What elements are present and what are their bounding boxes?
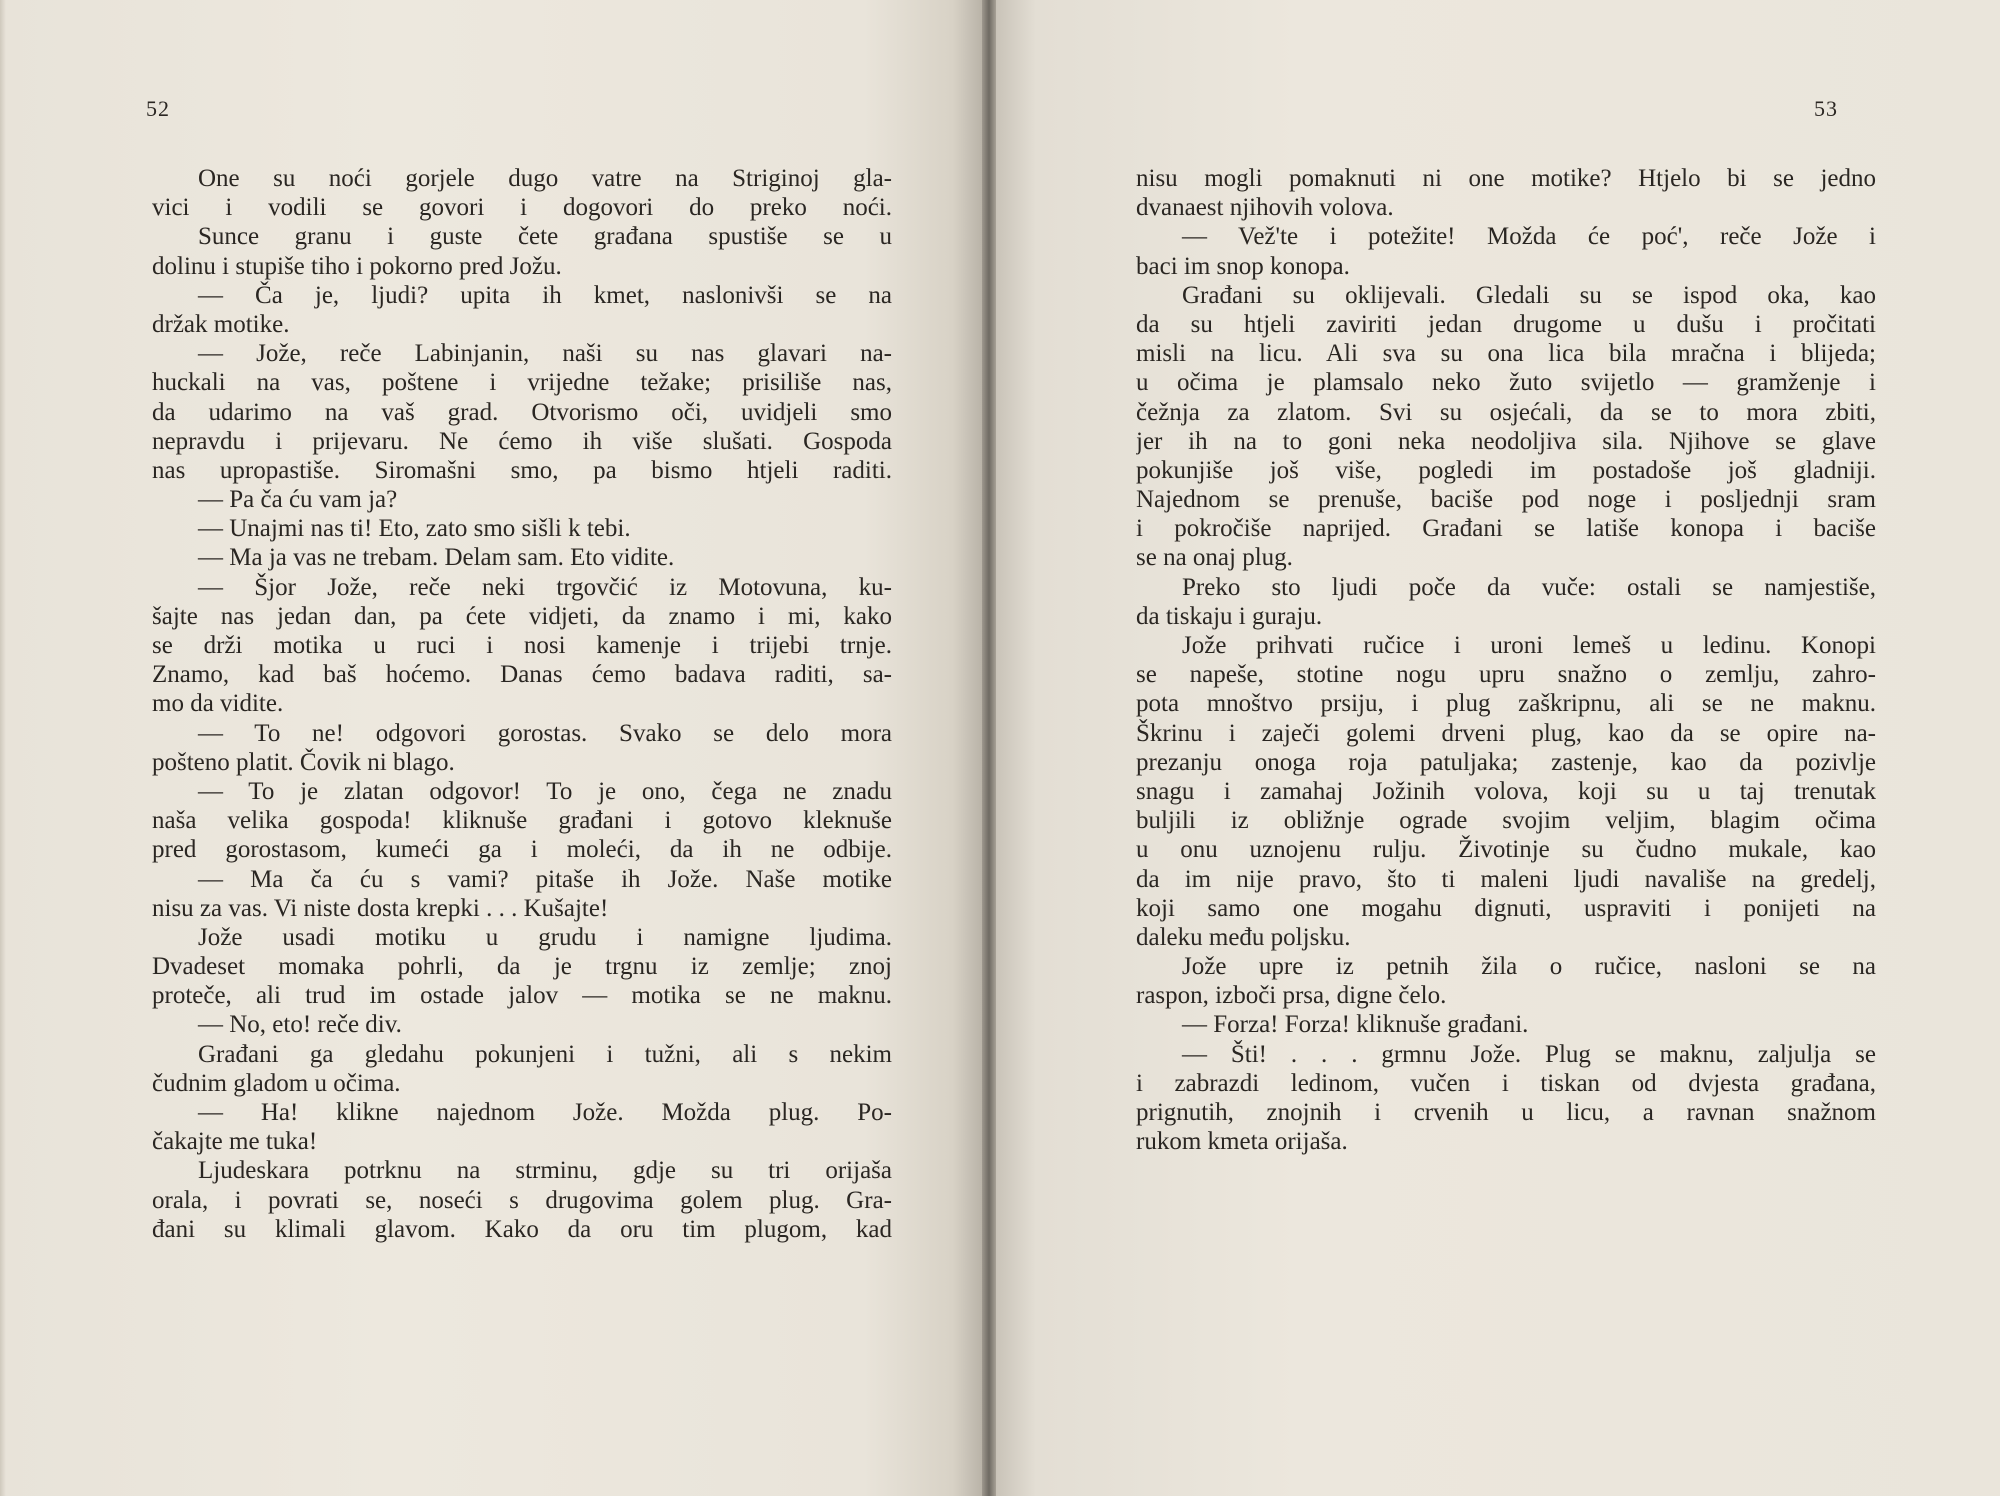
text-line: — Unajmi nas ti! Eto, zato smo sišli k tebi. xyxy=(198,515,631,543)
text-line: — To ne! odgovori gorostas. Svako se delo mora xyxy=(198,719,892,747)
text-line: da im nije pravo, što ti maleni ljudi navališe na gredelj, xyxy=(1136,865,1876,893)
text-line: Građani su oklijevali. Gledali su se ispod oka, kao xyxy=(1182,281,1876,309)
right-page-text xyxy=(1136,164,1876,1156)
text-line: — Šti! . . . grmnu Jože. Plug se maknu, zaljulja se xyxy=(1182,1040,1876,1068)
text-line: buljili iz obližnje ograde svojim veljim, blagim očima xyxy=(1136,807,1876,835)
left-page-text xyxy=(152,164,892,1244)
text-line: Znamo, kad baš hoćemo. Danas ćemo badava raditi, sa- xyxy=(152,661,892,689)
left-page xyxy=(0,0,982,1496)
text-line: Sunce granu i guste čete građana spustiše se u xyxy=(198,223,892,251)
text-line: mo da vidite. xyxy=(152,690,284,718)
text-line: proteče, ali trud im ostade jalov — motika se ne maknu. xyxy=(152,982,892,1010)
text-line: pred gorostasom, kumeći ga i moleći, da ih ne odbije. xyxy=(152,836,892,864)
text-line: nisu za vas. Vi niste dosta krepki . . . Kušajte! xyxy=(152,894,609,922)
text-line: nepravdu i prijevaru. Ne ćemo ih više slušati. Gospoda xyxy=(152,427,892,455)
text-line: — Ma ja vas ne trebam. Delam sam. Eto vidite. xyxy=(198,544,675,572)
text-line: One su noći gorjele dugo vatre na Striginoj gla- xyxy=(198,165,892,192)
text-line: Najednom se prenuše, baciše pod noge i posljednji sram xyxy=(1136,486,1876,514)
text-line: Ljudeskara potrknu na strminu, gdje su tri orijaša xyxy=(198,1157,892,1185)
text-line: baci im snop konopa. xyxy=(1136,252,1350,280)
text-line: Preko sto ljudi poče da vuče: ostali se namjestiše, xyxy=(1182,573,1876,601)
text-line: huckali na vas, poštene i vrijedne težake; prisiliše nas, xyxy=(152,369,892,397)
text-line: da su htjeli zaviriti jedan drugome u dušu i pročitati xyxy=(1136,310,1876,338)
text-line: — No, eto! reče div. xyxy=(198,1011,402,1039)
text-line: daleku među poljsku. xyxy=(1136,923,1351,951)
text-line: dvanaest njihovih volova. xyxy=(1136,194,1394,222)
text-line: da udarimo na vaš grad. Otvorismo oči, uvidjeli smo xyxy=(152,398,892,426)
text-line: držak motike. xyxy=(152,310,290,338)
text-line: — Ma ča ću s vami? pitaše ih Jože. Naše motike xyxy=(198,865,892,893)
text-line: da tiskaju i guraju. xyxy=(1136,602,1323,630)
text-line: Dvadeset momaka pohrli, da je trgnu iz zemlje; znoj xyxy=(152,953,892,981)
text-line: Građani ga gledahu pokunjeni i tužni, ali s nekim xyxy=(198,1040,892,1068)
text-line: se na onaj plug. xyxy=(1136,544,1293,572)
text-line: čakajte me tuka! xyxy=(152,1128,318,1156)
text-line: — Šjor Jože, reče neki trgovčić iz Motovuna, ku- xyxy=(198,573,892,601)
text-line: Škrinu i zaječi golemi drveni plug, kao da se opire na- xyxy=(1136,719,1876,747)
text-line: čežnja za zlatom. Svi su osjećali, da se to mora zbiti, xyxy=(1136,398,1876,426)
text-line: nisu mogli pomaknuti ni one motike? Htjelo bi se jedno xyxy=(1136,165,1876,192)
text-line: u očima je plamsalo neko žuto svijetlo — gramženje i xyxy=(1136,369,1876,397)
text-line: — Ča je, ljudi? upita ih kmet, naslonivši se na xyxy=(198,281,892,309)
text-line: snagu i zamahaj Jožinih volova, koji su u taj trenutak xyxy=(1136,777,1876,805)
text-line: koji samo one mogahu dignuti, uspraviti i ponijeti na xyxy=(1136,894,1876,922)
text-line: i pokročiše naprijed. Građani se latiše konopa i baciše xyxy=(1136,515,1876,543)
text-line: orala, i povrati se, noseći s drugovima golem plug. Gra- xyxy=(152,1186,892,1214)
text-line: — Vež'te i potežite! Možda će poć', reče Jože i xyxy=(1182,223,1876,251)
text-line: — To je zlatan odgovor! To je ono, čega ne znadu xyxy=(198,777,892,805)
text-line: jer ih na to goni neka neodoljiva sila. Njihove se glave xyxy=(1136,427,1876,455)
right-page xyxy=(996,0,2000,1496)
text-line: nas upropastiše. Siromašni smo, pa bismo htjeli raditi. xyxy=(152,456,892,484)
text-line: naša velika gospoda! kliknuše građani i gotovo kleknuše xyxy=(152,807,892,835)
book-gutter xyxy=(982,0,996,1496)
text-line: rukom kmeta orijaša. xyxy=(1136,1128,1348,1156)
text-line: pota mnoštvo prsiju, i plug zaškripnu, ali se ne maknu. xyxy=(1136,690,1876,718)
text-line: — Pa ča ću vam ja? xyxy=(198,486,398,514)
text-line: đani su klimali glavom. Kako da oru tim plugom, kad xyxy=(152,1215,892,1243)
text-line: Jože upre iz petnih žila o ručice, nasloni se na xyxy=(1182,953,1876,981)
text-line: šajte nas jedan dan, pa ćete vidjeti, da znamo i mi, kako xyxy=(152,602,892,630)
text-line: čudnim gladom u očima. xyxy=(152,1069,401,1097)
text-line: u onu uznojenu rulju. Životinje su čudno mukale, kao xyxy=(1136,836,1876,864)
text-line: prezanju onoga roja patuljaka; zastenje, kao da pozivlje xyxy=(1136,748,1876,776)
text-line: prignutih, znojnih i crvenih u licu, a ravnan snažnom xyxy=(1136,1099,1876,1126)
text-line: raspon, izboči prsa, digne čelo. xyxy=(1136,982,1447,1010)
text-line: vici i vodili se govori i dogovori do preko noći. xyxy=(152,194,892,222)
text-line: se napeše, stotine nogu upru snažno o zemlju, zahro- xyxy=(1136,661,1876,689)
text-line: — Forza! Forza! kliknuše građani. xyxy=(1182,1011,1529,1039)
text-line: se drži motika u ruci i nosi kamenje i trijebi trnje. xyxy=(152,632,892,659)
page-edge-shadow xyxy=(0,0,6,1496)
text-line: — Ha! klikne najednom Jože. Možda plug. Po- xyxy=(198,1099,892,1126)
text-line: pošteno platit. Čovik ni blago. xyxy=(152,748,455,776)
text-line: Jože usadi motiku u grudu i namigne ljudima. xyxy=(198,923,892,951)
text-line: dolinu i stupiše tiho i pokorno pred Jožu. xyxy=(152,252,562,280)
text-line: — Jože, reče Labinjanin, naši su nas glavari na- xyxy=(198,340,892,368)
text-line: pokunjiše još više, pogledi im postadoše još gladniji. xyxy=(1136,456,1876,484)
text-line: misli na licu. Ali sva su ona lica bila mračna i blijeda; xyxy=(1136,340,1876,368)
text-line: i zabrazdi ledinom, vučen i tiskan od dvjesta građana, xyxy=(1136,1069,1876,1097)
page-number-right: 53 xyxy=(1814,96,1838,121)
text-line: Jože prihvati ručice i uroni lemeš u ledinu. Konopi xyxy=(1182,632,1876,659)
page-number-left: 52 xyxy=(146,96,170,121)
